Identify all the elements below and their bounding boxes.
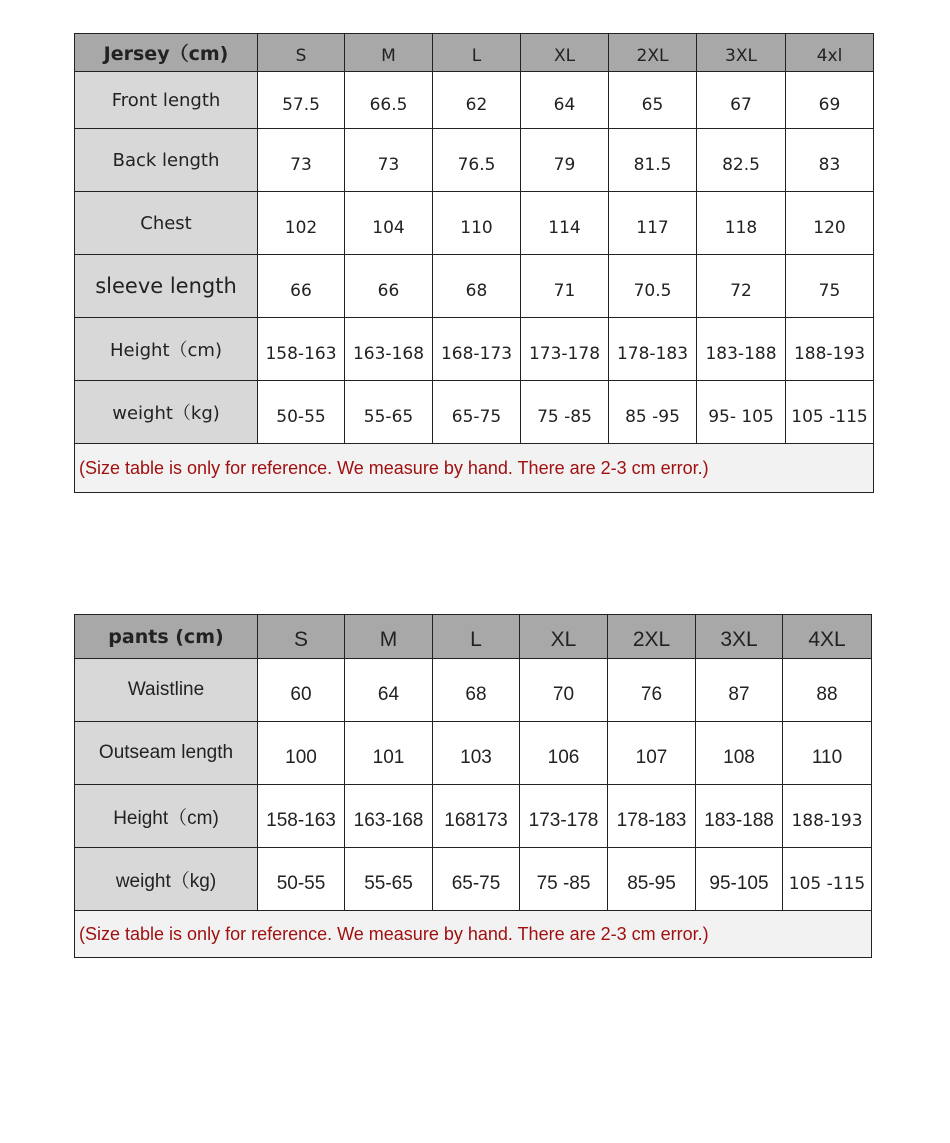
table-cell: 60 <box>258 659 345 722</box>
table-cell: 163-168 <box>345 318 433 381</box>
size-disclaimer-note: (Size table is only for reference. We measure by hand. There are 2-3 cm error.) <box>75 444 874 493</box>
jersey-size-l: L <box>433 34 521 72</box>
row-label-waistline: Waistline <box>75 659 258 722</box>
table-row <box>75 381 874 444</box>
table-cell: 163-168 <box>345 785 433 848</box>
table-cell: 95-105 <box>696 848 783 911</box>
row-label-height: Height（cm) <box>75 785 258 848</box>
jersey-note-row <box>75 444 874 493</box>
table-cell: 66 <box>258 255 345 318</box>
table-row <box>75 72 874 129</box>
table-cell: 104 <box>345 192 433 255</box>
table-cell: 107 <box>608 722 696 785</box>
table-cell: 168-173 <box>433 318 521 381</box>
table-cell: 55-65 <box>345 381 433 444</box>
table-cell: 76 <box>608 659 696 722</box>
pants-size-table <box>74 614 872 958</box>
row-label-chest: Chest <box>75 192 258 255</box>
table-row <box>75 255 874 318</box>
table-cell: 50-55 <box>258 848 345 911</box>
jersey-size-m: M <box>345 34 433 72</box>
table-cell: 85 -95 <box>609 381 697 444</box>
table-row <box>75 785 872 848</box>
table-cell: 118 <box>697 192 786 255</box>
table-cell: 183-188 <box>696 785 783 848</box>
jersey-size-3xl: 3XL <box>697 34 786 72</box>
jersey-title: Jersey（cm) <box>75 34 258 72</box>
jersey-size-2xl: 2XL <box>609 34 697 72</box>
table-cell: 103 <box>433 722 520 785</box>
table-cell: 178-183 <box>609 318 697 381</box>
table-cell: 79 <box>521 129 609 192</box>
table-cell: 105 -115 <box>786 381 874 444</box>
table-row <box>75 659 872 722</box>
table-row <box>75 722 872 785</box>
row-label-front-length: Front length <box>75 72 258 129</box>
table-cell: 65-75 <box>433 848 520 911</box>
table-cell: 75 -85 <box>521 381 609 444</box>
pants-size-xl: XL <box>520 615 608 659</box>
pants-header-row <box>75 615 872 659</box>
table-cell: 101 <box>345 722 433 785</box>
table-cell: 106 <box>520 722 608 785</box>
table-cell: 76.5 <box>433 129 521 192</box>
table-cell: 65-75 <box>433 381 521 444</box>
size-disclaimer-note: (Size table is only for reference. We measure by hand. There are 2-3 cm error.) <box>75 911 872 958</box>
table-cell: 50-55 <box>258 381 345 444</box>
jersey-size-table <box>74 33 874 493</box>
table-cell: 85-95 <box>608 848 696 911</box>
table-cell: 57.5 <box>258 72 345 129</box>
table-cell: 188-193 <box>783 785 872 848</box>
table-cell: 168173 <box>433 785 520 848</box>
table-cell: 70.5 <box>609 255 697 318</box>
table-row <box>75 129 874 192</box>
jersey-size-xl: XL <box>521 34 609 72</box>
pants-size-s: S <box>258 615 345 659</box>
table-cell: 183-188 <box>697 318 786 381</box>
table-cell: 158-163 <box>258 785 345 848</box>
table-cell: 66 <box>345 255 433 318</box>
pants-size-2xl: 2XL <box>608 615 696 659</box>
table-cell: 117 <box>609 192 697 255</box>
table-cell: 65 <box>609 72 697 129</box>
table-cell: 83 <box>786 129 874 192</box>
table-cell: 62 <box>433 72 521 129</box>
table-cell: 95- 105 <box>697 381 786 444</box>
jersey-header-row <box>75 34 874 72</box>
row-label-weight: weight（kg) <box>75 381 258 444</box>
table-cell: 70 <box>520 659 608 722</box>
table-cell: 178-183 <box>608 785 696 848</box>
table-cell: 64 <box>521 72 609 129</box>
table-cell: 88 <box>783 659 872 722</box>
pants-size-m: M <box>345 615 433 659</box>
table-cell: 108 <box>696 722 783 785</box>
row-label-weight: weight（kg) <box>75 848 258 911</box>
table-cell: 120 <box>786 192 874 255</box>
table-cell: 69 <box>786 72 874 129</box>
table-cell: 173-178 <box>520 785 608 848</box>
table-cell: 75 <box>786 255 874 318</box>
pants-title: pants (cm) <box>75 615 258 659</box>
table-row <box>75 318 874 381</box>
table-cell: 55-65 <box>345 848 433 911</box>
pants-size-l: L <box>433 615 520 659</box>
table-row <box>75 848 872 911</box>
table-cell: 68 <box>433 255 521 318</box>
table-cell: 102 <box>258 192 345 255</box>
pants-size-4xl: 4XL <box>783 615 872 659</box>
table-cell: 105 -115 <box>783 848 872 911</box>
pants-note-row <box>75 911 872 958</box>
table-cell: 73 <box>258 129 345 192</box>
table-cell: 68 <box>433 659 520 722</box>
table-cell: 188-193 <box>786 318 874 381</box>
table-cell: 73 <box>345 129 433 192</box>
table-cell: 110 <box>433 192 521 255</box>
table-cell: 67 <box>697 72 786 129</box>
table-cell: 82.5 <box>697 129 786 192</box>
table-cell: 75 -85 <box>520 848 608 911</box>
row-label-outseam-length: Outseam length <box>75 722 258 785</box>
table-cell: 114 <box>521 192 609 255</box>
table-cell: 71 <box>521 255 609 318</box>
table-cell: 158-163 <box>258 318 345 381</box>
table-cell: 72 <box>697 255 786 318</box>
pants-size-3xl: 3XL <box>696 615 783 659</box>
table-row <box>75 192 874 255</box>
row-label-height: Height（cm) <box>75 318 258 381</box>
table-cell: 64 <box>345 659 433 722</box>
table-cell: 100 <box>258 722 345 785</box>
table-cell: 87 <box>696 659 783 722</box>
table-cell: 66.5 <box>345 72 433 129</box>
jersey-size-s: S <box>258 34 345 72</box>
jersey-size-4xl: 4xl <box>786 34 874 72</box>
table-cell: 173-178 <box>521 318 609 381</box>
row-label-sleeve-length: sleeve length <box>75 255 258 318</box>
table-cell: 81.5 <box>609 129 697 192</box>
table-cell: 110 <box>783 722 872 785</box>
row-label-back-length: Back length <box>75 129 258 192</box>
